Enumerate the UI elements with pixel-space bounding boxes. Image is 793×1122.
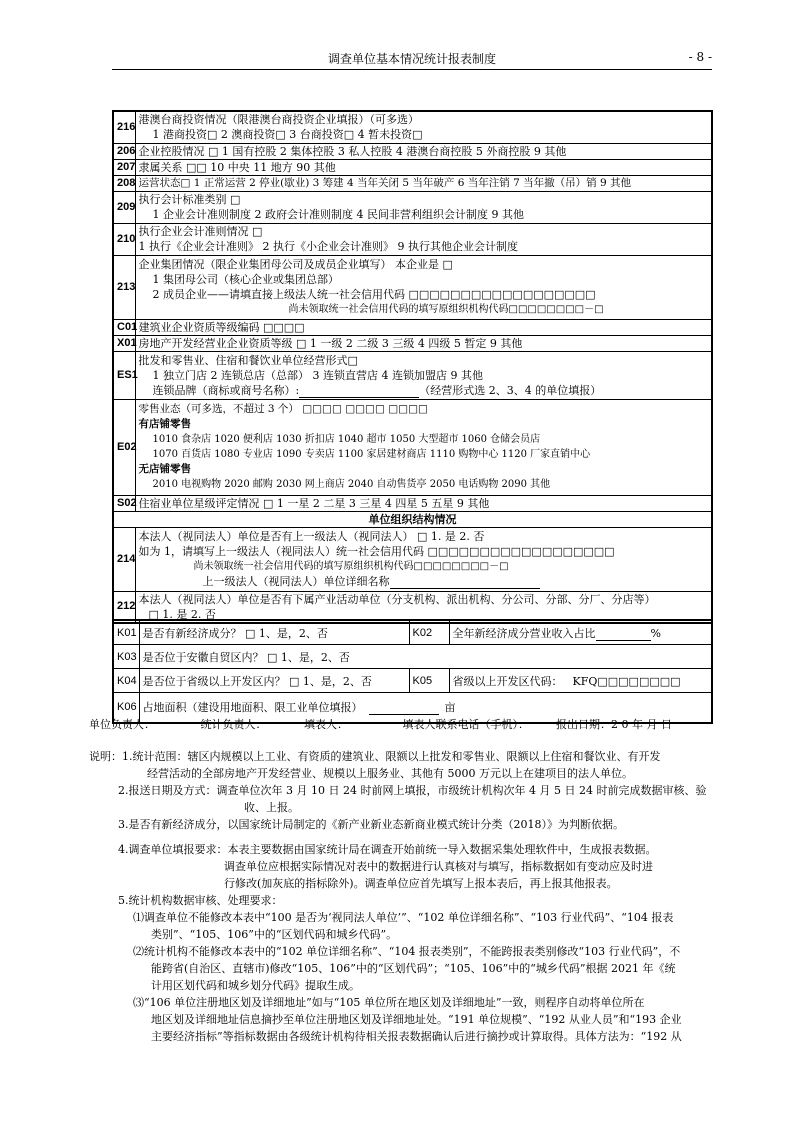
row-code: 216 xyxy=(113,111,135,143)
k06-unit: 亩 xyxy=(444,701,456,715)
row-text: 2 成员企业——请填直接上级法人统一社会信用代码 □□□□□□□□□□□□□□□□□□ xyxy=(152,288,596,301)
note-line: 地区划及详细地址信息摘抄至单位注册地区划及详细地址处。“191 单位规模”、“192 从业人员”和“193 企业 xyxy=(151,1013,682,1026)
date-label: 报出日期：2 0 年 月 日 xyxy=(556,718,672,731)
row-214 xyxy=(113,527,712,591)
note-line: 主要经济指标”等指标数据由各级统计机构待相关报表数据确认后进行摘抄或计算取得。具体方法为：“192 从 xyxy=(151,1030,682,1043)
page-header xyxy=(112,50,712,70)
row-code: 213 xyxy=(113,255,135,319)
stat-head-label: 统计负责人： xyxy=(200,718,267,731)
row-code: 209 xyxy=(113,191,135,223)
note-line: 说明：1.统计范围：辖区内规模以上工业、有资质的建筑业、限额以上批发和零售业、限额以上住宿和餐饮业、有开发 xyxy=(89,750,661,763)
k05-label: 省级以上开发区代码： xyxy=(452,674,563,688)
row-k04-k05 xyxy=(113,669,712,693)
row-code: 208 xyxy=(113,175,135,191)
note-line: 类别”、“105、106”中的“区划代码和城乡代码”。 xyxy=(151,928,398,941)
k05-value: KFQ□□□□□□□□ xyxy=(572,674,681,688)
note-line: 3.是否有新经济成分，以国家统计局制定的《新产业新业态新商业模式统计分类（2018）》为判断依据。 xyxy=(118,818,624,831)
row-text: 执行企业会计准则情况 □ xyxy=(138,225,263,238)
unit-head-label: 单位负责人： xyxy=(89,718,155,731)
note-line: ⑴调查单位不能修改本表中“100 是否为‘视同法人单位’”、“102 单位详细名称”、“103 行业代码”、“104 报表 xyxy=(133,911,674,924)
row-208 xyxy=(113,175,712,191)
row-207 xyxy=(113,159,712,175)
row-text: 尚未领取统一社会信用代码的填写原组织机构代码□□□□□□□□－□ xyxy=(288,304,604,315)
row-code: K01 xyxy=(113,620,139,645)
row-text: 执行会计标准类别 □ xyxy=(138,193,241,206)
row-text: 批发和零售业、住宿和餐饮业单位经营形式□ xyxy=(138,353,358,367)
row-code: S02 xyxy=(113,495,135,511)
note-line: ⑶“106 单位注册地区划及详细地址”如与“105 单位所在地区划及详细地址”一致，则程序自动将单位所在 xyxy=(133,996,645,1009)
row-code: ES1 xyxy=(113,351,135,399)
row-e02 xyxy=(113,399,712,495)
row-text: 隶属关系 □□ 10 中央 11 地方 90 其他 xyxy=(135,159,712,175)
filler-label: 填表人： xyxy=(304,718,348,731)
parent-name-label: 上一级法人（视同法人）单位详细名称 xyxy=(202,575,390,588)
note-line: 计用区划代码和城乡划分代码》提取生成。 xyxy=(151,979,360,992)
section-title: 单位组织结构情况 xyxy=(113,511,712,527)
row-text: 2010 电视购物 2020 邮购 2030 网上商店 2040 自动售货亭 2050 电话购物 2090 其他 xyxy=(152,479,551,490)
row-text: 1 独立门店 2 连锁总店（总部） 3 连锁直营店 4 连锁加盟店 9 其他 xyxy=(152,368,483,382)
notes xyxy=(89,748,719,1045)
k-table xyxy=(112,619,713,724)
row-text: 1 港商投资□ 2 澳商投资□ 3 台商投资□ 4 暂未投资□ xyxy=(152,128,423,142)
brand-label: 连锁品牌（商标或商号名称）: xyxy=(152,383,300,397)
row-code: 212 xyxy=(113,591,135,623)
row-text: 1 企业会计准则制度 2 政府会计准则制度 4 民间非营利组织会计制度 9 其他 xyxy=(152,208,524,221)
row-text: 房地产开发经营业企业资质等级 □ 1 一级 2 二级 3 三级 4 四级 5 暂定 9 其他 xyxy=(135,335,712,351)
row-text: 尚未领取统一社会信用代码的填写原组织机构代码□□□□□□□□－□ xyxy=(193,561,509,572)
header-rule xyxy=(112,69,712,70)
note-line: 收、上报。 xyxy=(244,801,299,814)
parent-name-field[interactable] xyxy=(390,576,540,589)
note-line: 能跨省(自治区、直辖市)修改“105、106”中的“区划代码”；“105、106”中的“城乡代码”根据 2021 年《统 xyxy=(151,962,676,975)
row-code: 207 xyxy=(113,159,135,175)
form-table xyxy=(112,110,713,624)
row-text: □ 1. 是 2. 否 xyxy=(148,607,216,621)
note-line: 5.统计机构数据审核、处理要求： xyxy=(118,894,283,907)
k02-unit: % xyxy=(650,626,661,640)
row-code: K02 xyxy=(409,620,449,645)
row-text: 港澳台商投资情况（限港澳台商投资企业填报）（可多选） xyxy=(138,113,419,127)
row-text: 是否有新经济成分？ □ 1、是，2、否 xyxy=(139,620,409,645)
row-x01 xyxy=(113,335,712,351)
row-k03 xyxy=(113,645,712,669)
row-text: 如为 1，请填写上一级法人（视同法人）统一社会信用代码 □□□□□□□□□□□□□□□□□□ xyxy=(138,545,615,558)
row-code: E02 xyxy=(113,399,135,495)
note-line: 2.报送日期及方式：调查单位次年 3 月 10 日 24 时前网上填报，市级统计机构次年 4 月 5 日 24 时前完成数据审核、验 xyxy=(118,784,707,797)
signature-line xyxy=(89,716,729,732)
k02-label: 全年新经济成分营业收入占比 xyxy=(452,626,596,640)
row-c01 xyxy=(113,319,712,335)
row-k01-k02 xyxy=(113,620,712,645)
row-213 xyxy=(113,255,712,319)
row-text: 是否位于安徽自贸区内？ □ 1、是，2、否 xyxy=(139,645,712,669)
row-text: 1010 食杂店 1020 便利店 1030 折扣店 1040 超市 1050 大型超市 1060 仓储会员店 xyxy=(152,434,541,445)
header-title: 调查单位基本情况统计报表制度 xyxy=(327,52,496,66)
row-text: 1 集团母公司（核心企业或集团总部） xyxy=(152,273,339,286)
note-line: ⑵统计机构不能修改本表中的“102 单位详细名称”、“104 报表类别”，不能跨报表类别修改“103 行业代码”，不 xyxy=(133,945,681,958)
k06-field[interactable] xyxy=(369,702,439,715)
row-code: K03 xyxy=(113,645,139,669)
row-216 xyxy=(113,111,712,143)
note-line: 4.调查单位填报要求：本表主要数据由国家统计局在调查开始前统一导入数据采集处理软件中，生成报表数据。 xyxy=(118,843,657,856)
row-text: 运营状态□ 1 正常运营 2 停业(歇业) 3 筹建 4 当年关闭 5 当年破产 6 当年注销 7 当年撤（吊）销 9 其他 xyxy=(135,175,712,191)
k02-field[interactable] xyxy=(596,628,651,641)
k06-label: 占地面积（建设用地面积、限工业单位填报） xyxy=(142,701,363,715)
section-row xyxy=(113,511,712,527)
row-text: 1 执行《企业会计准则》 2 执行《小企业会计准则》 9 执行其他企业会计制度 xyxy=(138,240,518,253)
row-es1 xyxy=(113,351,712,399)
row-210 xyxy=(113,223,712,255)
row-code: K04 xyxy=(113,669,139,693)
brand-note: （经营形式选 2、3、4 的单位填报） xyxy=(419,383,602,397)
subheading: 有店铺零售 xyxy=(138,418,191,430)
row-text: 建筑业企业资质等级编码 □□□□ xyxy=(135,319,712,335)
note-line: 行修改(加灰底的指标除外)。调查单位应首先填写上报本表后，再上报其他报表。 xyxy=(224,877,618,890)
row-s02 xyxy=(113,495,712,511)
page-number: - 8 - xyxy=(688,50,712,64)
note-line: 调查单位应根据实际情况对表中的数据进行认真核对与填写，指标数据如有变动应及时进 xyxy=(224,860,653,873)
note-line: 经营活动的全部房地产开发经营业、规模以上服务业、其他有 5000 万元以上在建项目的法人单位。 xyxy=(147,767,633,780)
row-text: 零售业态（可多选，不超过 3 个） □□□□ □□□□ □□□□ xyxy=(138,403,428,415)
row-code: 214 xyxy=(113,527,135,591)
row-text: 本法人（视同法人）单位是否有上一级法人（视同法人） □ 1. 是 2. 否 xyxy=(138,530,485,543)
row-code: X01 xyxy=(113,335,135,351)
row-209 xyxy=(113,191,712,223)
row-code: 206 xyxy=(113,143,135,159)
row-code: K05 xyxy=(409,669,449,693)
phone-label: 填表人联系电话（手机）： xyxy=(402,718,529,731)
subheading: 无店铺零售 xyxy=(138,463,191,475)
row-code: 210 xyxy=(113,223,135,255)
row-text: 1070 百货店 1080 专业店 1090 专卖店 1100 家居建材商店 1110 购物中心 1120 厂家直销中心 xyxy=(152,449,591,460)
row-text: 企业集团情况（限企业集团母公司及成员企业填写） 本企业是 □ xyxy=(138,258,453,271)
row-code: K06 xyxy=(113,693,139,723)
row-code: C01 xyxy=(113,319,135,335)
row-text: 本法人（视同法人）单位是否有下属产业活动单位（分支机构、派出机构、分公司、分部、分厂、分店等） xyxy=(138,592,656,606)
row-text: 企业控股情况 □ 1 国有控股 2 集体控股 3 私人控股 4 港澳台商控股 5 外商控股 9 其他 xyxy=(135,143,712,159)
row-206 xyxy=(113,143,712,159)
row-text: 住宿业单位星级评定情况 □ 1 一星 2 二星 3 三星 4 四星 5 五星 9 其他 xyxy=(135,495,712,511)
row-text: 是否位于省级以上开发区内？ □ 1、是，2、否 xyxy=(139,669,409,693)
brand-field[interactable] xyxy=(299,385,419,398)
